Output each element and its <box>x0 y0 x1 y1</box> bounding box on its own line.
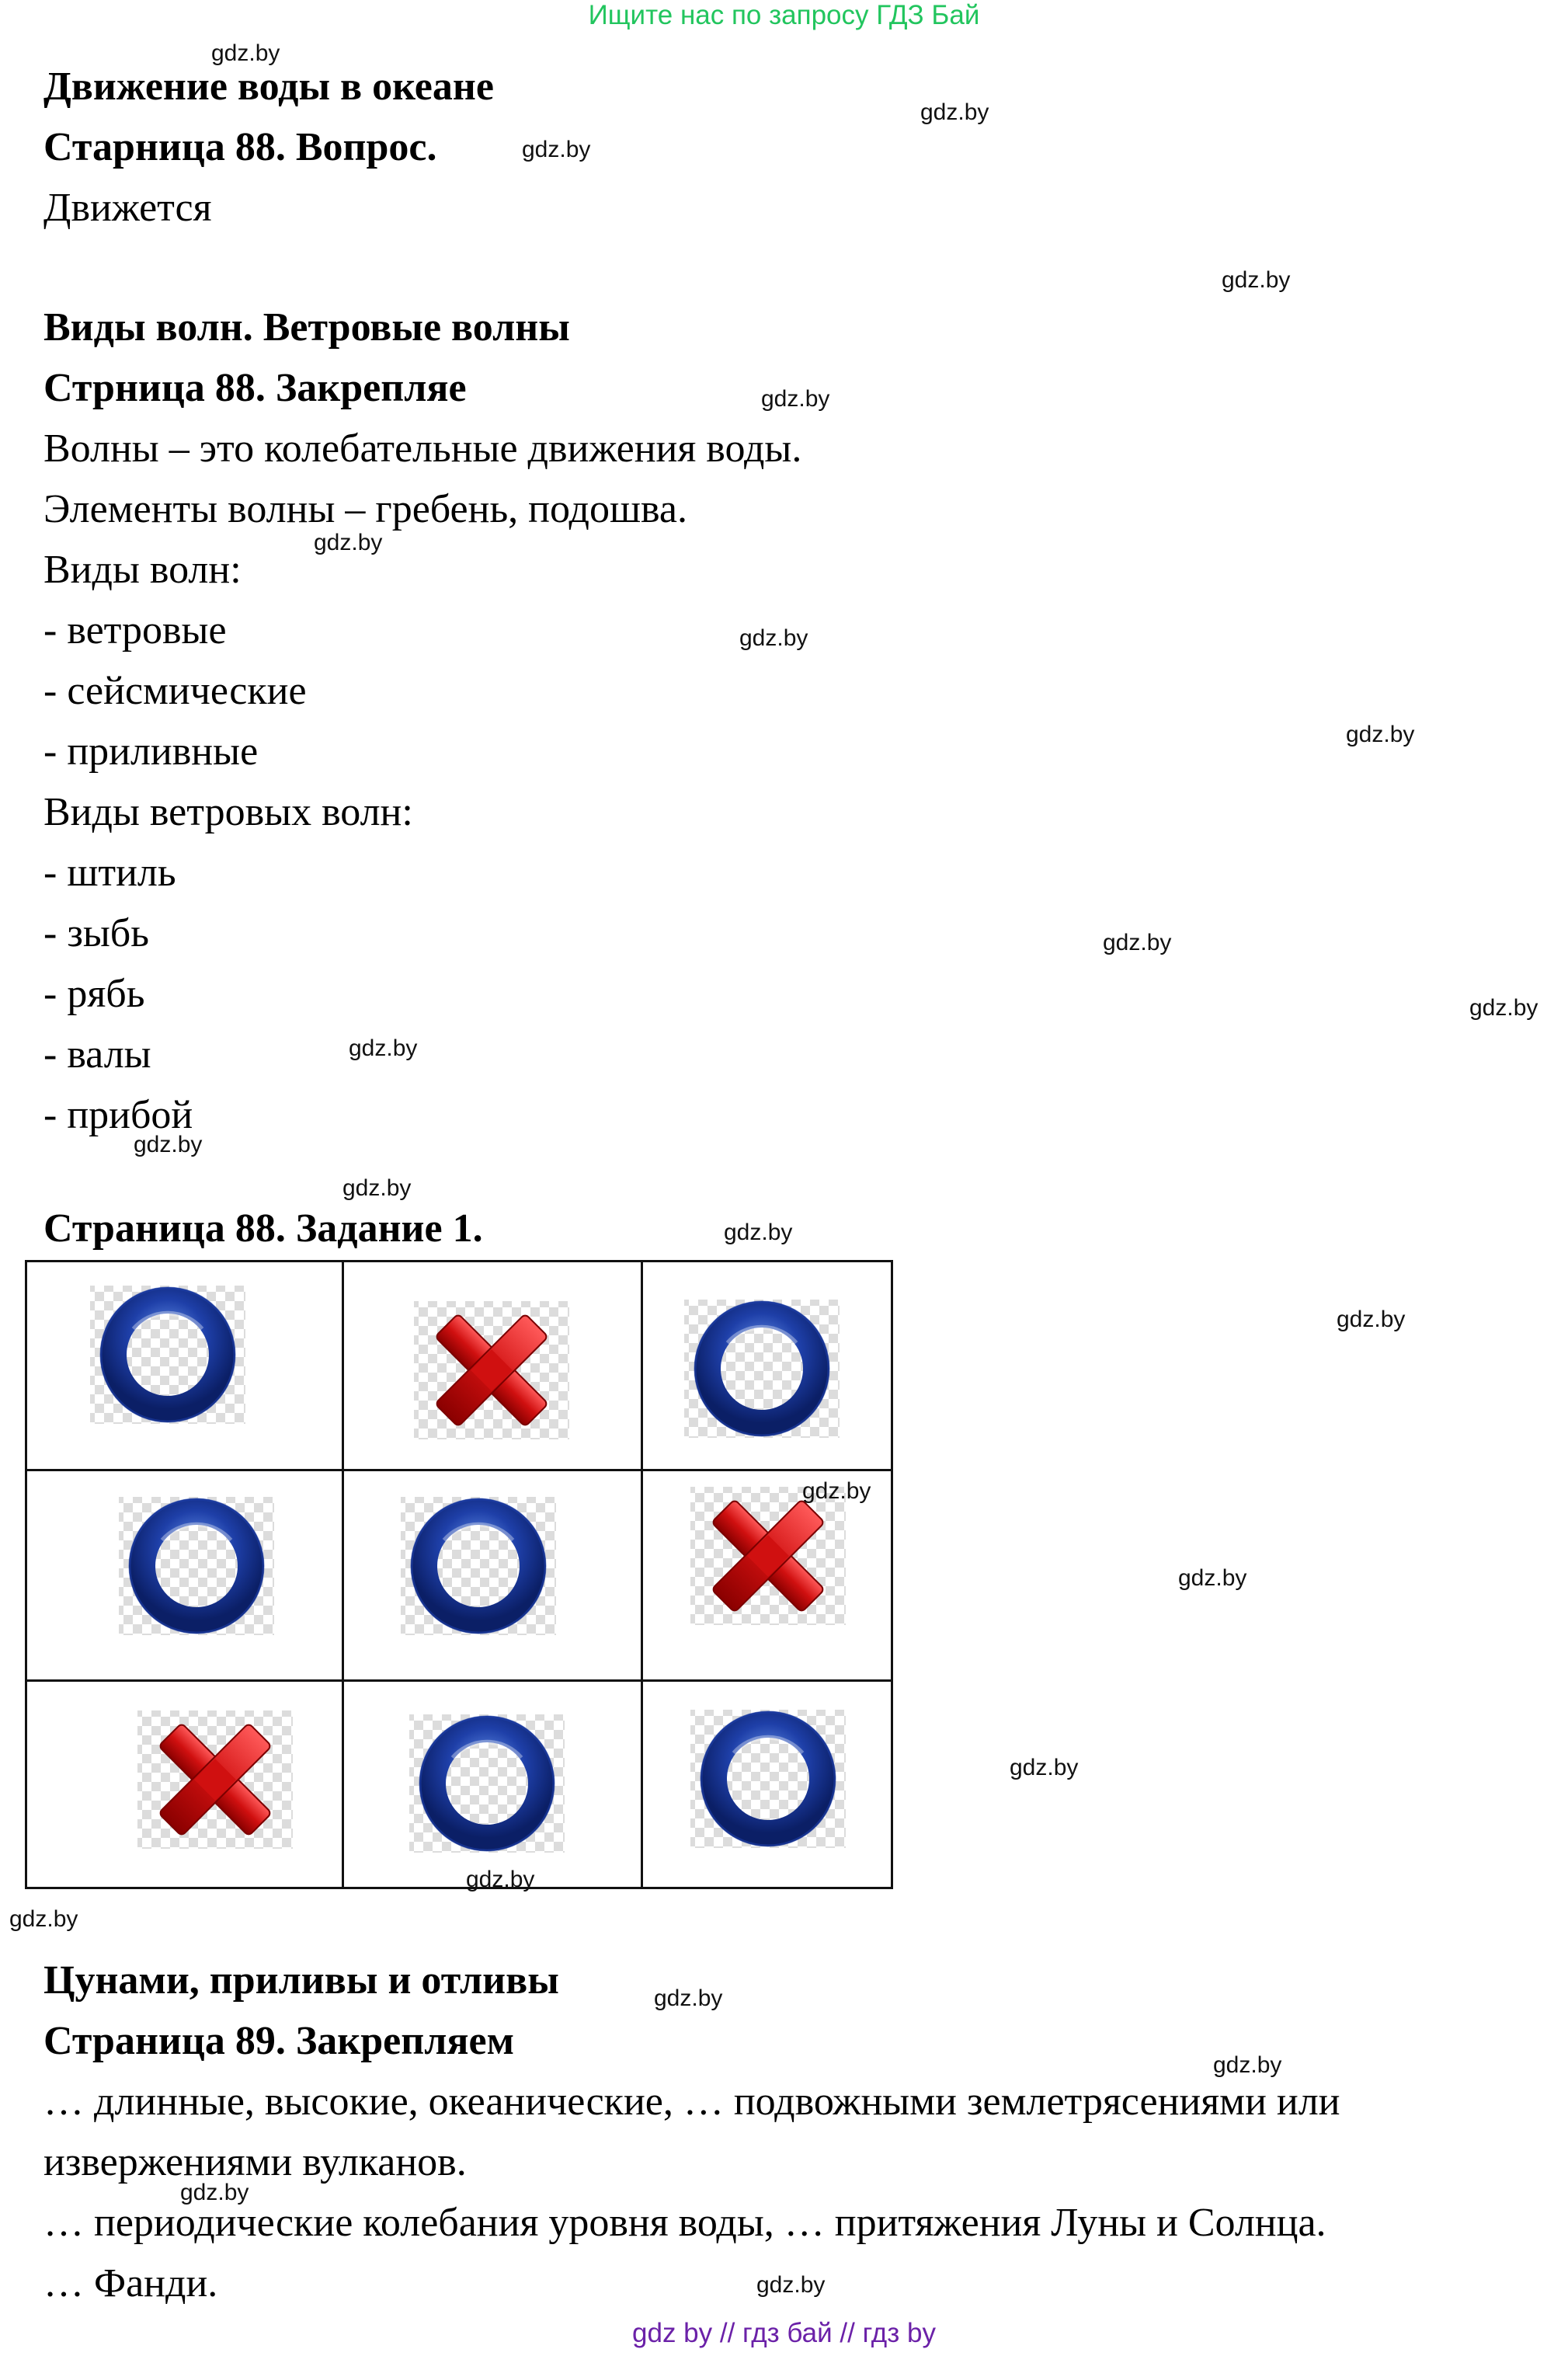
list-item: - сейсмические <box>43 669 307 713</box>
watermark: gdz.by <box>1213 2052 1282 2078</box>
list-item: - зыбь <box>43 911 149 955</box>
circle-mark-icon <box>405 1711 569 1856</box>
page-88-reinforce-heading: Стрница 88. Закрепляе <box>43 366 467 410</box>
list-item: - валы <box>43 1032 151 1077</box>
wave-elements: Элементы волны – гребень, подошва. <box>43 487 687 531</box>
circle-mark-icon <box>85 1282 250 1427</box>
list-item: - приливные <box>43 729 259 774</box>
circle-mark-icon <box>114 1494 279 1638</box>
grid-divider <box>342 1262 344 1887</box>
watermark: gdz.by <box>1103 930 1172 955</box>
fundy-text: … Фанди. <box>43 2261 218 2306</box>
watermark: gdz.by <box>211 40 280 66</box>
watermark: gdz.by <box>920 99 989 125</box>
watermark: gdz.by <box>802 1478 871 1504</box>
watermark: gdz.by <box>724 1220 793 1245</box>
watermark: gdz.by <box>180 2180 249 2205</box>
wind-wave-types-label: Виды ветровых волн: <box>43 790 413 834</box>
list-item: - прибой <box>43 1093 193 1137</box>
watermark: gdz.by <box>134 1132 203 1157</box>
watermark: gdz.by <box>756 2272 826 2298</box>
watermark: gdz.by <box>1346 722 1415 747</box>
tsunami-text-cont: извержениями вулканов. <box>43 2140 467 2184</box>
watermark: gdz.by <box>466 1867 535 1892</box>
list-item: - штиль <box>43 851 176 895</box>
watermark: gdz.by <box>761 386 830 412</box>
grid-divider <box>27 1679 891 1682</box>
page-88-task-1-heading: Страница 88. Задание 1. <box>43 1206 483 1251</box>
watermark: gdz.by <box>1222 267 1291 293</box>
wave-types-label: Виды волн: <box>43 548 242 592</box>
watermark: gdz.by <box>342 1175 412 1201</box>
list-item: - ветровые <box>43 608 227 653</box>
tsunami-text: … длинные, высокие, океанические, … подвожными землетрясениями или <box>43 2079 1340 2124</box>
watermark: gdz.by <box>1469 995 1538 1021</box>
cross-mark-icon <box>133 1707 297 1852</box>
section-title-tsunami: Цунами, приливы и отливы <box>43 1958 559 2003</box>
section-title-waves: Виды волн. Ветровые волны <box>43 305 570 350</box>
watermark: gdz.by <box>9 1906 78 1932</box>
watermark: gdz.by <box>1337 1307 1406 1332</box>
circle-mark-icon <box>396 1494 561 1638</box>
answer-text: Движется <box>43 186 212 230</box>
page-88-question-heading: Старница 88. Вопрос. <box>43 125 437 169</box>
watermark: gdz.by <box>522 137 591 162</box>
cross-mark-icon <box>409 1298 574 1442</box>
watermark: gdz.by <box>1178 1565 1247 1591</box>
grid-divider <box>641 1262 643 1887</box>
circle-mark-icon <box>686 1707 850 1851</box>
section-title-ocean-movement: Движение воды в океане <box>43 64 494 109</box>
circle-mark-icon <box>680 1296 844 1441</box>
watermark: gdz.by <box>349 1035 418 1061</box>
footer-links[interactable]: gdz by // гдз бай // гдз by <box>632 2318 936 2348</box>
search-banner[interactable]: Ищите нас по запросу ГДЗ Бай <box>588 0 980 30</box>
grid-divider <box>27 1469 891 1471</box>
watermark: gdz.by <box>739 625 808 651</box>
watermark: gdz.by <box>654 1985 723 2011</box>
page-89-reinforce-heading: Страница 89. Закрепляем <box>43 2019 515 2063</box>
tides-text: … периодические колебания уровня воды, … притяжения Луны и Солнца. <box>43 2201 1326 2245</box>
cross-mark-icon <box>686 1484 850 1628</box>
list-item: - рябь <box>43 972 145 1016</box>
tic-tac-toe-grid <box>25 1260 893 1889</box>
watermark: gdz.by <box>1010 1755 1079 1780</box>
waves-definition: Волны – это колебательные движения воды. <box>43 426 802 471</box>
watermark: gdz.by <box>314 530 383 555</box>
